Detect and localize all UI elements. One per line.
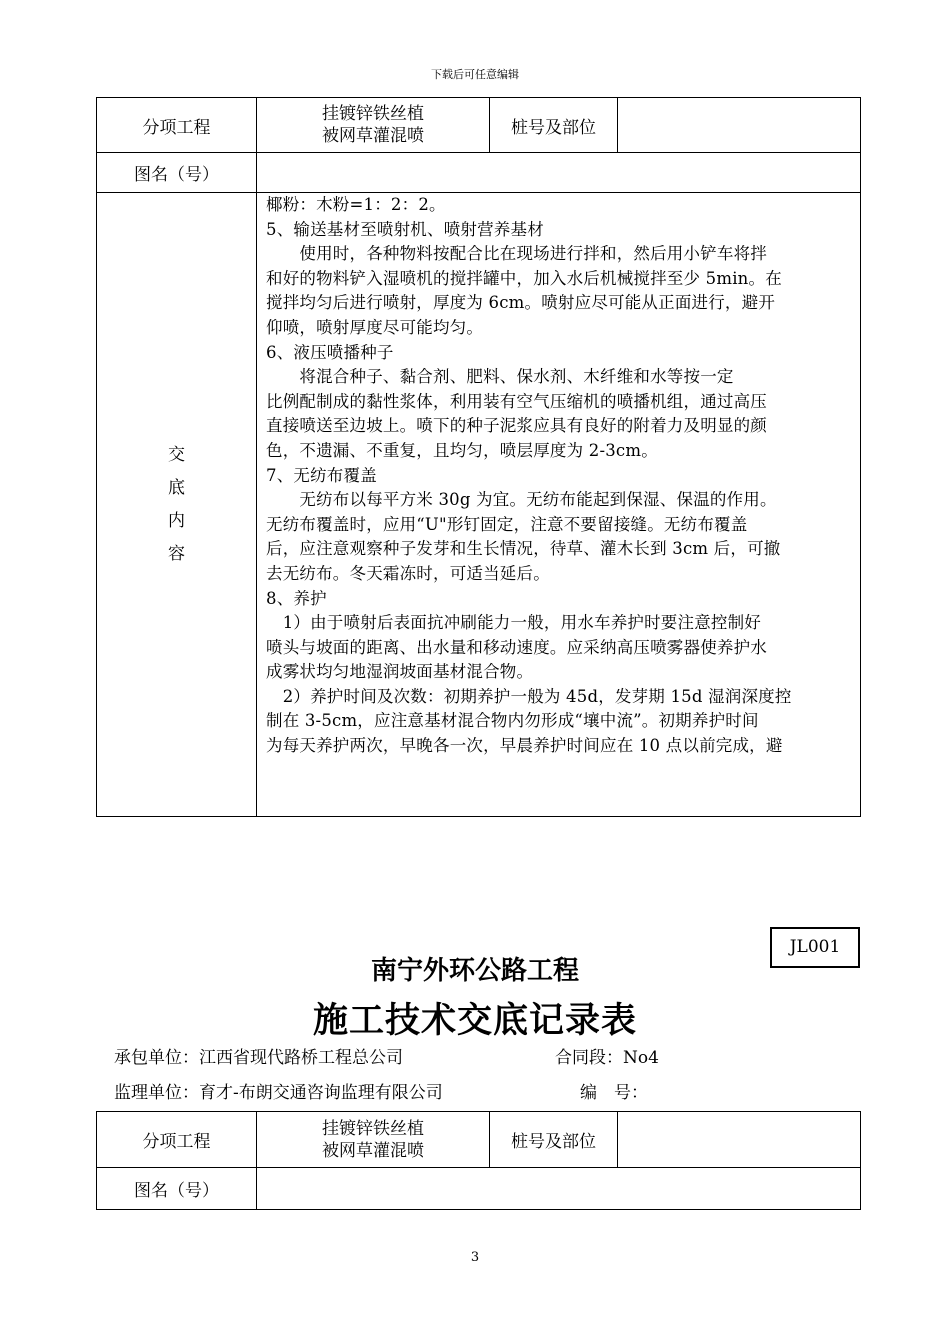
content-line: 8、养护 [266, 588, 327, 608]
subproject-value-line1: 挂镀锌铁丝植 [322, 1118, 424, 1139]
content-line: 2）养护时间及次数：初期养护一般为 45d，发芽期 15d 湿润深度控 [266, 686, 792, 706]
supervisor-info: 监理单位：育才-布朗交通咨询监理有限公司 [114, 1083, 443, 1103]
subproject-value [257, 98, 490, 153]
content-line: 色，不遗漏、不重复，且均匀，喷层厚度为 2-3cm。 [266, 440, 658, 460]
label-char: 底 [168, 477, 185, 498]
content-line: 使用时，各种物料按配合比在现场进行拌和，然后用小铲车将拌 [266, 244, 767, 264]
project-title: 南宁外环公路工程 [370, 956, 579, 986]
station-value [618, 1112, 861, 1168]
disclosure-content [257, 193, 861, 817]
subproject-value-line2: 被网草灌混喷 [322, 1140, 424, 1161]
drawing-name-label: 图名（号） [97, 1168, 257, 1210]
station-label: 桩号及部位 [490, 1112, 618, 1168]
subproject-value [257, 1112, 490, 1168]
subproject-label: 分项工程 [97, 98, 257, 153]
contract-section: 合同段：No4 [555, 1048, 659, 1068]
subproject-value-line2: 被网草灌混喷 [322, 126, 424, 146]
content-line: 无纺布覆盖时，应用“U"形钉固定，注意不要留接缝。无纺布覆盖 [266, 514, 748, 534]
drawing-name-value [257, 153, 861, 193]
content-line: 椰粉：木粉=1：2：2。 [266, 195, 446, 214]
content-line: 无纺布以每平方米 30g 为宜。无纺布能起到保湿、保温的作用。 [266, 490, 777, 510]
station-value [618, 98, 861, 153]
content-line: 为每天养护两次，早晚各一次，早晨养护时间应在 10 点以前完成，避 [266, 736, 783, 756]
content-line: 直接喷送至边坡上。喷下的种子泥浆应具有良好的附着力及明显的颜 [266, 416, 767, 436]
content-line: 制在 3-5cm，应注意基材混合物内勿形成“壤中流”。初期养护时间 [266, 711, 759, 731]
content-line: 成雾状均匀地湿润坡面基材混合物。 [266, 662, 534, 682]
content-line: 仰喷，喷射厚度尽可能均匀。 [266, 317, 484, 337]
disclosure-content-label [97, 193, 257, 817]
form-title: 施工技术交底记录表 [312, 1000, 637, 1041]
form-code-box: JL001 [770, 927, 860, 968]
content-line: 喷头与坡面的距离、出水量和移动速度。应采纳高压喷雾器使养护水 [266, 637, 767, 657]
content-line: 7、无纺布覆盖 [266, 465, 377, 485]
disclosure-table-top [96, 97, 861, 817]
content-line: 将混合种子、黏合剂、肥料、保水剂、木纤维和水等按一定 [266, 367, 734, 387]
record-number: 编 号： [580, 1083, 648, 1103]
drawing-name-value [257, 1168, 861, 1210]
content-line: 1）由于喷射后表面抗冲刷能力一般，用水车养护时要注意控制好 [266, 613, 761, 633]
content-line: 和好的物料铲入湿喷机的搅拌罐中，加入水后机械搅拌至少 5min。在 [266, 268, 782, 288]
content-line: 去无纺布。冬天霜冻时，可适当延后。 [266, 563, 550, 583]
content-line: 后，应注意观察种子发芽和生长情况，待草、灌木长到 3cm 后，可撤 [266, 539, 781, 559]
content-line: 6、液压喷播种子 [266, 342, 394, 362]
label-char: 容 [168, 543, 185, 564]
station-label: 桩号及部位 [490, 98, 618, 153]
disclosure-table-bottom [96, 1111, 861, 1210]
page-number: 3 [470, 1250, 480, 1265]
content-line: 比例配制成的黏性浆体，利用装有空气压缩机的喷播机组，通过高压 [266, 391, 767, 411]
drawing-name-label: 图名（号） [97, 153, 257, 193]
subproject-value-line1: 挂镀锌铁丝植 [322, 104, 424, 124]
contractor-info: 承包单位：江西省现代路桥工程总公司 [114, 1048, 403, 1068]
header-note: 下载后可任意编辑 [431, 68, 519, 81]
subproject-label: 分项工程 [97, 1112, 257, 1168]
label-char: 交 [168, 444, 185, 465]
content-line: 5、输送基材至喷射机、喷射营养基材 [266, 219, 544, 239]
label-char: 内 [168, 510, 185, 531]
content-line: 搅拌均匀后进行喷射，厚度为 6cm。喷射应尽可能从正面进行，避开 [266, 293, 776, 313]
